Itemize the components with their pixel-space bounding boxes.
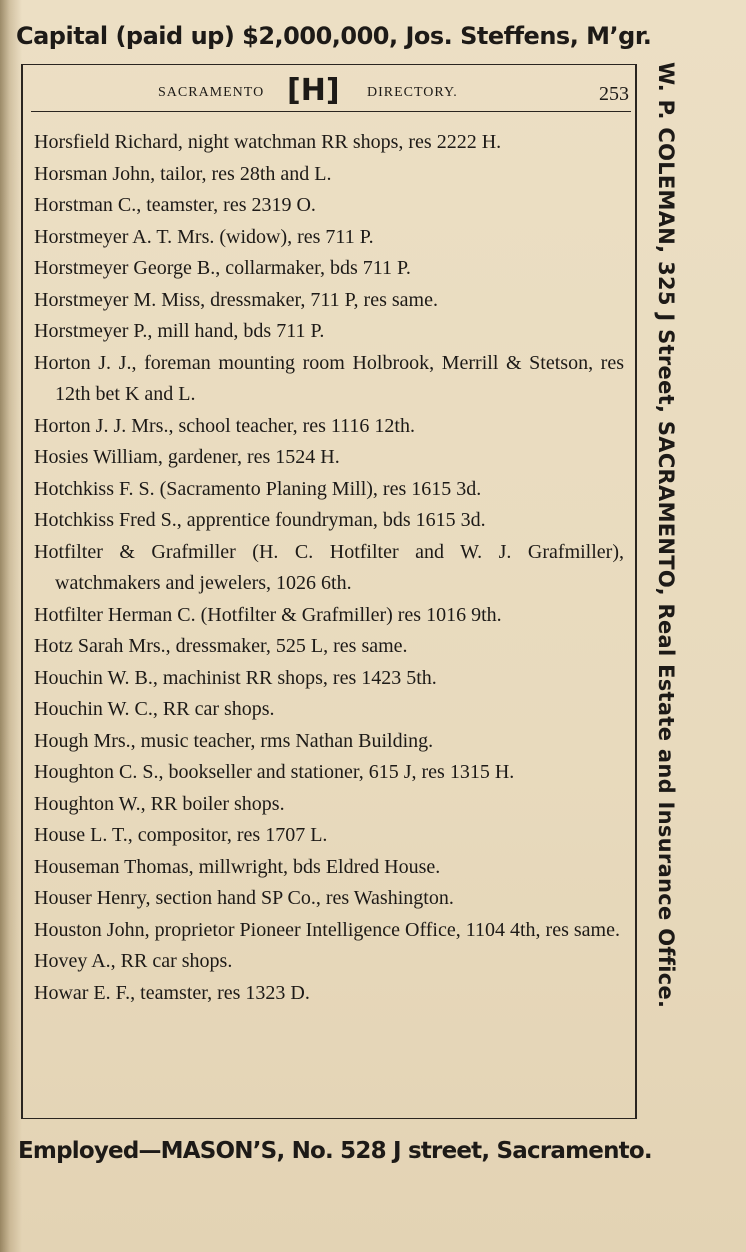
running-header — [23, 73, 635, 108]
header-city: SACRAMENTO — [158, 85, 265, 100]
directory-entry: Horstmeyer M. Miss, dressmaker, 711 P, res same. — [34, 288, 438, 311]
directory-entry: Houchin W. B., machinist RR shops, res 1423 5th. — [34, 666, 437, 689]
directory-entry: Hough Mrs., music teacher, rms Nathan Building. — [34, 729, 434, 752]
side-advertisement: W. P. COLEMAN, 325 J Street, SACRAMENTO, Real Estate and Insurance Office. — [654, 62, 678, 1009]
directory-entry: House L. T., compositor, res 1707 L. — [34, 824, 328, 846]
directory-entry: Hotfilter Herman C. (Hotfilter & Grafmiller) res 1016 9th. — [34, 603, 502, 626]
page-number: 253 — [599, 83, 629, 105]
directory-entry: Hosies William, gardener, res 1524 H. — [34, 446, 340, 468]
directory-entry: Horsfield Richard, night watchman RR shops, res 2222 H. — [34, 131, 502, 153]
header-letter: [H] — [287, 73, 340, 108]
directory-entry: Houghton W., RR boiler shops. — [34, 792, 285, 815]
directory-entry: Hotz Sarah Mrs., dressmaker, 525 L, res same. — [34, 635, 408, 657]
footer-advertisement-banner: Employed—MASON’S, No. 528 J street, Sacramento. — [18, 1138, 652, 1164]
header-directory: DIRECTORY. — [367, 85, 458, 100]
header-divider — [31, 111, 631, 112]
directory-entry: Hotfilter & Grafmiller (H. C. Hotfilter and W. J. Grafmiller), watchmakers and jewelers, 1026 6th. — [34, 540, 624, 594]
directory-entry: Horton J. J., foreman mounting room Holbrook, Merrill & Stetson, res 12th bet K and L. — [34, 351, 624, 405]
directory-entry: Horton J. J. Mrs., school teacher, res 1116 12th. — [34, 414, 415, 437]
page-frame — [21, 64, 637, 1119]
directory-entry: Houghton C. S., bookseller and stationer, 615 J, res 1315 H. — [34, 761, 515, 783]
directory-entry: Hovey A., RR car shops. — [34, 950, 233, 972]
directory-entry: Houseman Thomas, millwright, bds Eldred House. — [34, 855, 441, 878]
directory-entry: Houser Henry, section hand SP Co., res Washington. — [34, 887, 454, 909]
directory-entry: Hotchkiss F. S. (Sacramento Planing Mill), res 1615 3d. — [34, 477, 482, 500]
directory-entry: Houchin W. C., RR car shops. — [34, 698, 275, 720]
top-advertisement-banner: Capital (paid up) $2,000,000, Jos. Steffens, M’gr. — [16, 22, 652, 50]
directory-entry: Horstmeyer George B., collarmaker, bds 711 P. — [34, 257, 411, 279]
directory-entry: Howar E. F., teamster, res 1323 D. — [34, 981, 310, 1004]
directory-entries — [34, 127, 624, 1009]
directory-entry: Horstman C., teamster, res 2319 O. — [34, 194, 316, 216]
directory-entry: Horstmeyer A. T. Mrs. (widow), res 711 P. — [34, 225, 374, 248]
directory-entry: Hotchkiss Fred S., apprentice foundryman, bds 1615 3d. — [34, 509, 486, 531]
directory-entry: Houston John, proprietor Pioneer Intelligence Office, 1104 4th, res same. — [34, 918, 620, 941]
directory-entry: Horstmeyer P., mill hand, bds 711 P. — [34, 320, 325, 342]
directory-entry: Horsman John, tailor, res 28th and L. — [34, 162, 332, 185]
